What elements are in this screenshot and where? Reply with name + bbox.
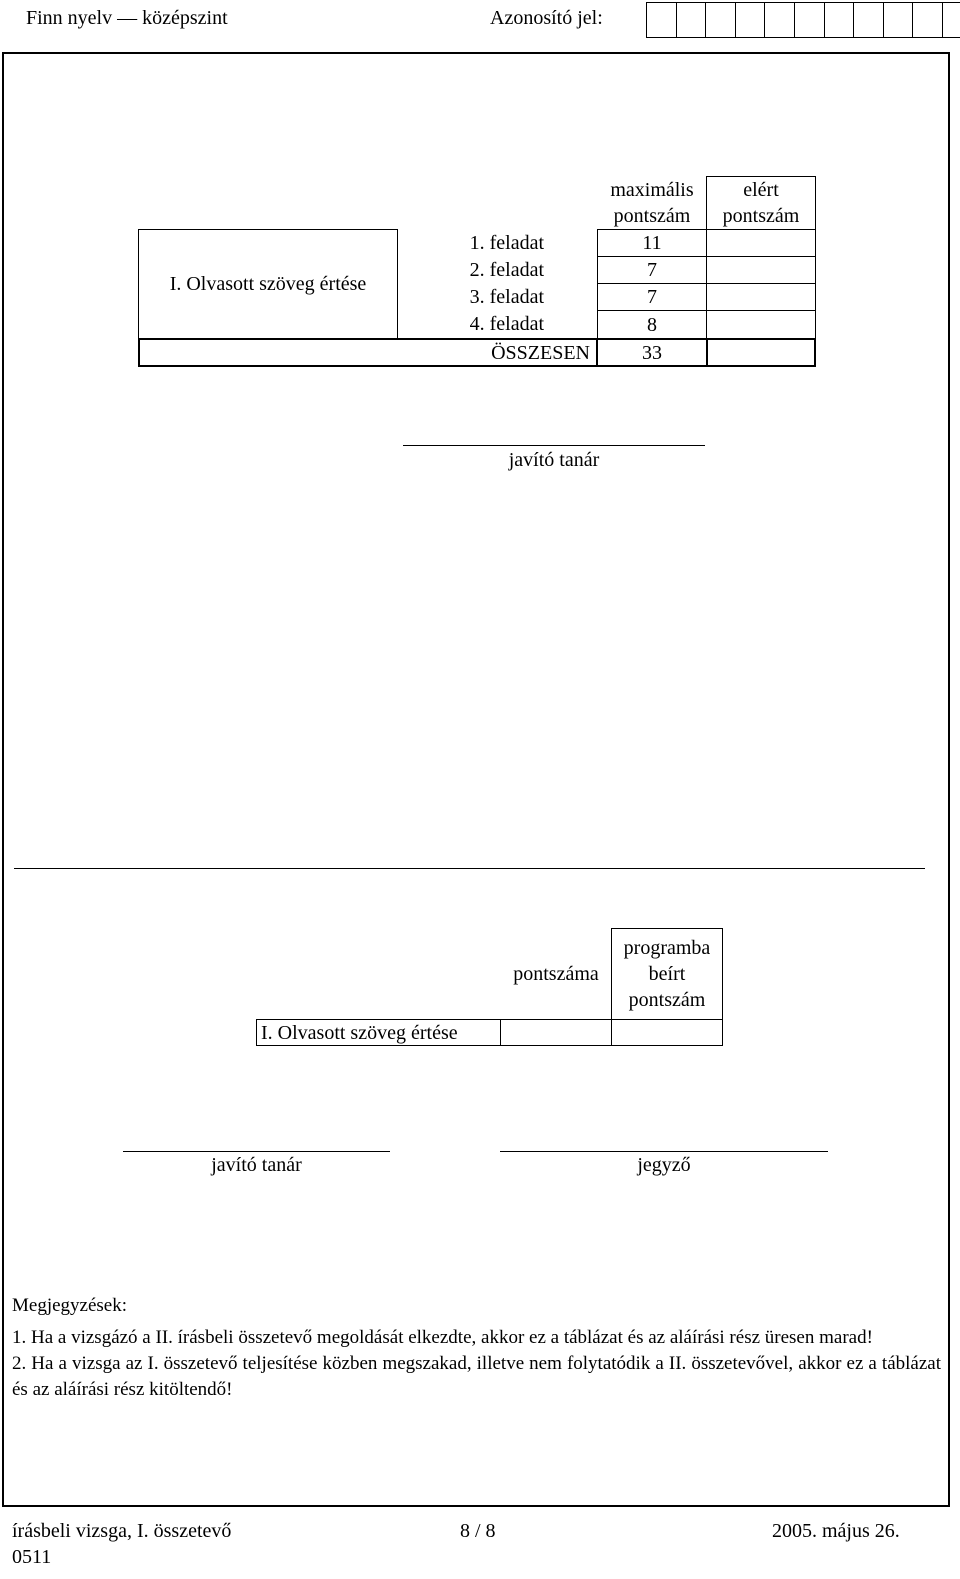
task-max: 8: [597, 310, 707, 339]
id-box[interactable]: [943, 3, 960, 37]
col-points-header: pontszáma: [513, 963, 599, 985]
header-title: Finn nyelv — középszint: [26, 7, 228, 29]
id-box[interactable]: [795, 3, 825, 37]
footer-code: 0511: [12, 1546, 52, 1568]
section-divider: [14, 868, 925, 869]
teacher-signature-line: [123, 1151, 390, 1152]
footer-page-number: 8 / 8: [460, 1520, 496, 1542]
task-achieved-cell[interactable]: [706, 310, 816, 339]
program-points-cell[interactable]: [611, 1019, 723, 1046]
task-achieved-cell[interactable]: [706, 256, 816, 284]
note-item: 2. Ha a vizsga az I. összetevő teljesítése közben megszakad, illetve nem folytatódik a II. összetevővel, akkor ez a táblázat és az aláírási rész kitöltendő!: [12, 1353, 941, 1400]
task-achieved-cell[interactable]: [706, 229, 816, 257]
id-box[interactable]: [913, 3, 943, 37]
task-label: 2. feladat: [469, 258, 544, 281]
task-label: 1. feladat: [469, 231, 544, 254]
col-program-header: programba beírt pontszám: [611, 928, 723, 1020]
id-box[interactable]: [677, 3, 707, 37]
notary-signature-label: jegyző: [637, 1154, 691, 1176]
program-section-label: I. Olvasott szöveg értése: [256, 1019, 501, 1046]
id-box[interactable]: [854, 3, 884, 37]
id-box[interactable]: [736, 3, 766, 37]
section-label: I. Olvasott szöveg értése: [138, 229, 398, 339]
total-achieved-cell[interactable]: [706, 338, 816, 367]
id-box[interactable]: [825, 3, 855, 37]
footer-date: 2005. május 26.: [772, 1520, 900, 1542]
task-max: 11: [597, 229, 707, 257]
total-max: 33: [597, 338, 707, 367]
id-box[interactable]: [884, 3, 914, 37]
id-box[interactable]: [706, 3, 736, 37]
signature-line: [403, 445, 705, 446]
points-cell[interactable]: [500, 1019, 612, 1046]
task-max: 7: [597, 256, 707, 284]
notary-signature-line: [500, 1151, 828, 1152]
id-box[interactable]: [765, 3, 795, 37]
signature-label: javító tanár: [508, 449, 600, 471]
col-achieved-header: elért pontszám: [706, 176, 816, 230]
id-input-boxes[interactable]: [646, 2, 960, 38]
notes-title: Megjegyzések:: [12, 1295, 128, 1316]
task-achieved-cell[interactable]: [706, 283, 816, 311]
note-item: 1. Ha a vizsgázó a II. írásbeli összetevő megoldását elkezdte, akkor ez a táblázat és az aláírási rész üresen marad!: [12, 1327, 873, 1348]
id-box[interactable]: [647, 3, 677, 37]
notes-section: [12, 1293, 941, 1403]
col-max-header: maximális pontszám: [610, 178, 694, 227]
total-label: ÖSSZESEN: [138, 338, 598, 367]
task-max: 7: [597, 283, 707, 311]
task-label: 4. feladat: [469, 313, 544, 335]
task-label: 3. feladat: [469, 285, 544, 308]
footer-exam-label: írásbeli vizsga, I. összetevő: [12, 1520, 232, 1542]
teacher-signature-label: javító tanár: [211, 1154, 302, 1176]
id-label: Azonosító jel:: [490, 7, 603, 29]
